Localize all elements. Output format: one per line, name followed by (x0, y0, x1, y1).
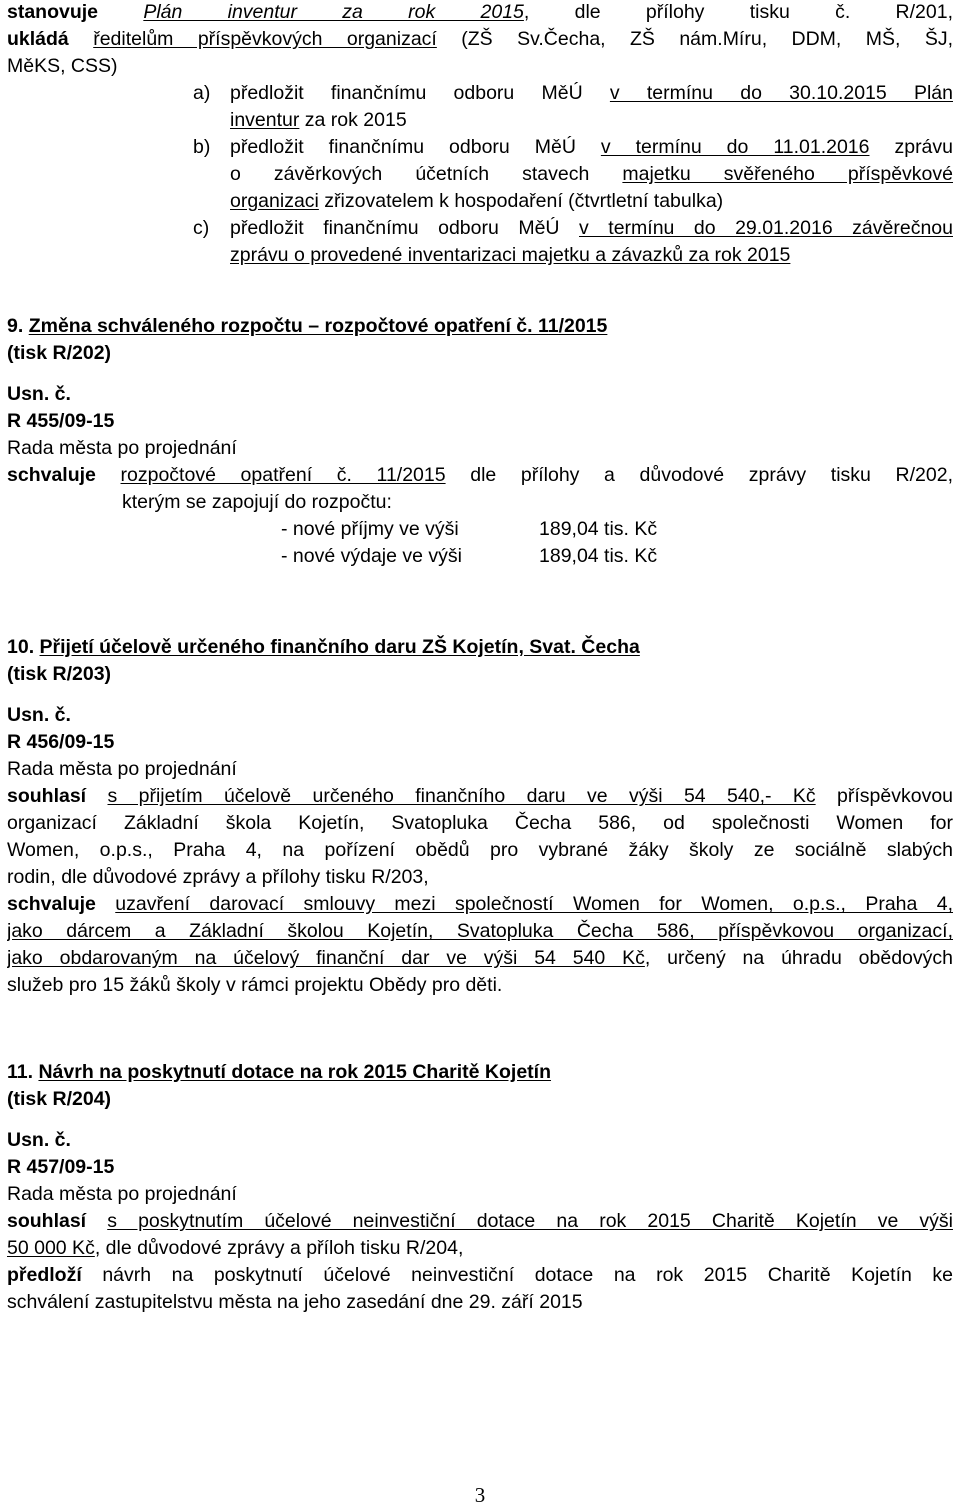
text-run: v termínu do 11.01.2016 (600, 136, 870, 158)
intro-line-3 (7, 53, 953, 80)
text-run: předložit finančnímu odboru MěÚ (230, 136, 601, 158)
text-run: MěKS, CSS) (7, 55, 118, 77)
paragraph-line (7, 1208, 953, 1235)
budget-row-label: - nové příjmy ve výši (281, 518, 459, 540)
text-run: Plán inventur za rok 2015 (143, 1, 524, 23)
section-11-heading (7, 1059, 953, 1086)
budget-row-value: 189,04 tis. Kč (539, 518, 658, 540)
intro-line-1 (7, 0, 953, 26)
resolution-number: R 457/09-15 (7, 1156, 115, 1178)
budget-row (281, 543, 953, 570)
zapojuji-line: kterým se zapojují do rozpočtu: (122, 491, 392, 513)
usn-label: Usn. č. (7, 704, 71, 726)
text-run: Women, o.p.s., Praha 4, na pořízení obědů pro vybrané žáky školy ze sociálně slabých (7, 839, 953, 861)
paragraph-line (7, 891, 953, 918)
section-10-heading (7, 634, 953, 661)
task-item-line (193, 107, 953, 134)
text-run: zprávu (869, 136, 953, 158)
text-run: schvaluje (7, 464, 121, 486)
section-11 (7, 1059, 953, 1316)
page-number: 3 (474, 1483, 486, 1507)
resolution-number: R 455/09-15 (7, 410, 115, 432)
text-run: (ZŠ Sv.Čecha, ZŠ nám.Míru, DDM, MŠ, ŠJ, (436, 28, 953, 50)
text-run: souhlasí (7, 1210, 108, 1232)
text-run: 50 000 Kč (7, 1237, 95, 1259)
text-run: předložit finančnímu odboru MěÚ (230, 82, 610, 104)
task-item-line (193, 161, 953, 188)
text-run: rodin, dle důvodové zprávy a přílohy tisku R/203, (7, 866, 429, 888)
tisk-reference: (tisk R/202) (7, 342, 112, 364)
paragraph-line (7, 918, 953, 945)
paragraph-line (7, 1235, 953, 1262)
section-title: Změna schváleného rozpočtu – rozpočtové opatření č. 11/2015 (28, 315, 608, 337)
section-title: Návrh na poskytnutí dotace na rok 2015 Charitě Kojetín (38, 1061, 552, 1083)
rada-line: Rada města po projednání (7, 437, 237, 459)
text-run: ředitelům příspěvkových organizací (93, 28, 437, 50)
section-10 (7, 634, 953, 999)
budget-rows (7, 516, 953, 570)
budget-row (281, 516, 953, 543)
task-item-label: a) (193, 82, 211, 104)
text-run: schválení zastupitelstvu města na jeho zasedání dne 29. září 2015 (7, 1291, 583, 1313)
section-number: 9. (7, 315, 29, 337)
text-run: s poskytnutím účelové neinvestiční dotace na rok 2015 Charitě Kojetín ve výši (107, 1210, 953, 1232)
text-run: o závěrkových účetních stavech (230, 163, 623, 185)
text-run: zprávu o provedené inventarizaci majetku a závazků za rok 2015 (230, 244, 791, 266)
paragraph-line (7, 972, 953, 999)
text-run: stanovuje (7, 1, 144, 23)
text-run: jako obdarovaným na účelový finanční dar ve výši 54 540 Kč (7, 947, 645, 969)
task-item-line (193, 215, 953, 242)
text-run: předloží (7, 1264, 103, 1286)
text-run: jako dárcem a Základní školou Kojetín, Svatopluka Čecha 586, příspěvkovou organizací, (7, 920, 953, 942)
task-list (7, 80, 953, 269)
paragraph-line (7, 864, 953, 891)
section-10-body (7, 783, 953, 999)
text-run: služeb pro 15 žáků školy v rámci projektu Obědy pro děti. (7, 974, 503, 996)
text-run: organizaci (230, 190, 319, 212)
paragraph-line (7, 945, 953, 972)
text-run: za rok 2015 (299, 109, 407, 131)
resolution-number: R 456/09-15 (7, 731, 115, 753)
task-item-label: c) (193, 217, 210, 239)
text-run: , dle přílohy tisku č. R/201, (523, 1, 953, 23)
usn-label: Usn. č. (7, 1129, 71, 1151)
text-run: organizací Základní škola Kojetín, Svatopluka Čecha 586, od společnosti Women for (7, 812, 953, 834)
task-item-line (193, 242, 953, 269)
text-run: návrh na poskytnutí účelové neinvestiční dotace na rok 2015 Charitě Kojetín ke (102, 1264, 953, 1286)
text-run: , dle důvodové zprávy a příloh tisku R/204, (94, 1237, 464, 1259)
text-run: rozpočtové opatření č. 11/2015 (120, 464, 446, 486)
text-run: souhlasí (7, 785, 108, 807)
paragraph-line (7, 810, 953, 837)
text-run: s přijetím účelově určeného finančního daru ve výši 54 540,- Kč (107, 785, 816, 807)
text-run: zřizovatelem k hospodaření (čtvrtletní tabulka) (318, 190, 724, 212)
text-run: předložit finančnímu odboru MěÚ (230, 217, 580, 239)
section-9 (7, 313, 953, 570)
schvaluje-line (7, 462, 953, 489)
task-item-label: b) (193, 136, 211, 158)
section-number: 11. (7, 1061, 39, 1083)
section-9-heading (7, 313, 953, 340)
text-run: v termínu do 30.10.2015 Plán (609, 82, 953, 104)
text-run: příspěvkovou (815, 785, 953, 807)
tisk-reference: (tisk R/203) (7, 663, 112, 685)
paragraph-line (7, 1289, 953, 1316)
rada-line: Rada města po projednání (7, 1183, 237, 1205)
rada-line: Rada města po projednání (7, 758, 237, 780)
text-run: majetku svěřeného příspěvkové (622, 163, 953, 185)
text-run: ukládá (7, 28, 94, 50)
budget-row-label: - nové výdaje ve výši (281, 545, 462, 567)
task-item-line (193, 188, 953, 215)
text-run: inventur (230, 109, 300, 131)
usn-label: Usn. č. (7, 383, 71, 405)
intro-block (7, 0, 953, 269)
tisk-reference: (tisk R/204) (7, 1088, 112, 1110)
text-run: dle přílohy a důvodové zprávy tisku R/202, (445, 464, 953, 486)
text-run: , určený na úhradu obědových (644, 947, 953, 969)
text-run: uzavření darovací smlouvy mezi společností Women for Women, o.p.s., Praha 4, (115, 893, 953, 915)
task-item-line (193, 80, 953, 107)
section-number: 10. (7, 636, 40, 658)
paragraph-line (7, 1262, 953, 1289)
section-11-body (7, 1208, 953, 1316)
section-title: Přijetí účelově určeného finančního daru ZŠ Kojetín, Svat. Čecha (39, 636, 640, 658)
paragraph-line (7, 837, 953, 864)
text-run: schvaluje (7, 893, 116, 915)
paragraph-line (7, 783, 953, 810)
task-item-line (193, 134, 953, 161)
text-run: v termínu do 29.01.2016 závěrečnou (579, 217, 953, 239)
budget-row-value: 189,04 tis. Kč (539, 545, 658, 567)
intro-line-2 (7, 26, 953, 53)
